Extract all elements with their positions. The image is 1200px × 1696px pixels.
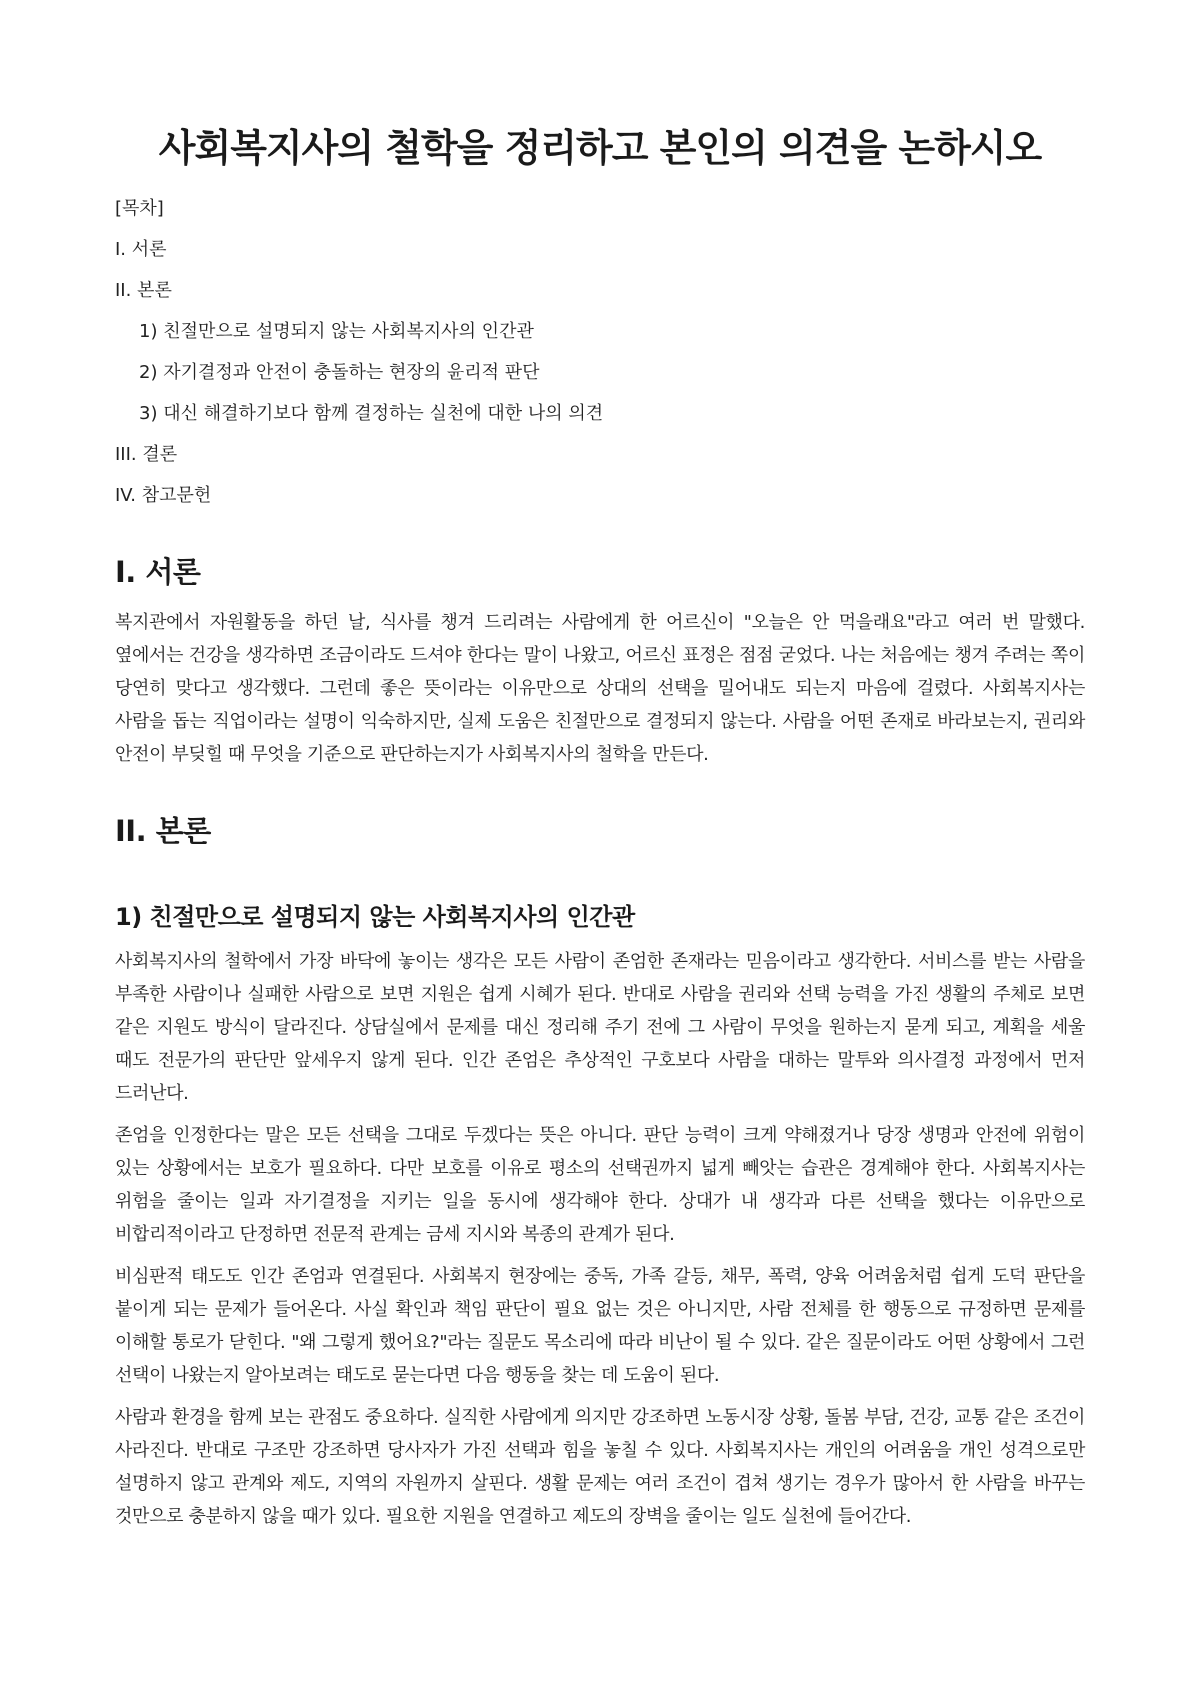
toc-item-body-1: 1) 친절만으로 설명되지 않는 사회복지사의 인간관 <box>139 321 534 342</box>
toc-heading: [목차] <box>115 198 164 219</box>
subsection-1-paragraph: 비심판적 태도도 인간 존엄과 연결된다. 사회복지 현장에는 중독, 가족 갈등, 채무, 폭력, 양육 어려움처럼 쉽게 도덕 판단을 붙이게 되는 문제가 들어온다. 사실 확인과 책임 판단이 필요 없는 것은 아니지만, 사람 전체를 한 행동으로 규정하면 문제를 이해할 통로가 닫힌다. "왜 그렇게 했어요?"라는 질문도 목소리에 따라 비난이 될 수 있다. 같은 질문이라도 어떤 상황에서 그런 선택이 나왔는지 알아보려는 태도로 묻는다면 다음 행동을 찾는 데 도움이 된다. <box>115 1266 1085 1386</box>
subsection-1-paragraph: 사람과 환경을 함께 보는 관점도 중요하다. 실직한 사람에게 의지만 강조하면 노동시장 상황, 돌봄 부담, 건강, 교통 같은 조건이 사라진다. 반대로 구조만 강조하면 당사자가 가진 선택과 힘을 놓칠 수 있다. 사회복지사는 개인의 어려움을 개인 성격으로만 설명하지 않고 관계와 제도, 지역의 자원까지 살핀다. 생활 문제는 여러 조건이 겹쳐 생기는 경우가 많아서 한 사람을 바꾸는 것만으로 충분하지 않을 때가 있다. 필요한 지원을 연결하고 제도의 장벽을 줄이는 일도 실천에 들어간다. <box>115 1407 1085 1527</box>
toc-item-body: II. 본론 <box>115 280 172 301</box>
toc-item-body-2: 2) 자기결정과 안전이 충돌하는 현장의 윤리적 판단 <box>139 362 540 383</box>
toc-item-intro: I. 서론 <box>115 239 167 260</box>
subsection-1-heading: 1) 친절만으로 설명되지 않는 사회복지사의 인간관 <box>115 903 635 931</box>
toc-item-conclusion: III. 결론 <box>115 444 178 465</box>
subsection-1-paragraph: 사회복지사의 철학에서 가장 바닥에 놓이는 생각은 모든 사람이 존엄한 존재라는 믿음이라고 생각한다. 서비스를 받는 사람을 부족한 사람이나 실패한 사람으로 보면 지원은 쉽게 시혜가 된다. 반대로 사람을 권리와 선택 능력을 가진 생활의 주체로 보면 같은 지원도 방식이 달라진다. 상담실에서 문제를 대신 정리해 주기 전에 그 사람이 무엇을 원하는지 묻게 되고, 계획을 세울 때도 전문가의 판단만 앞세우지 않게 된다. 인간 존엄은 추상적인 구호보다 사람을 대하는 말투와 의사결정 과정에서 먼저 드러난다. <box>115 951 1085 1104</box>
intro-paragraph: 복지관에서 자원활동을 하던 날, 식사를 챙겨 드리려는 사람에게 한 어르신이 "오늘은 안 먹을래요"라고 여러 번 말했다. 옆에서는 건강을 생각하면 조금이라도 드셔야 한다는 말이 나왔고, 어르신 표정은 점점 굳었다. 나는 처음에는 챙겨 주려는 쪽이 당연히 맞다고 생각했다. 그런데 좋은 뜻이라는 이유만으로 상대의 선택을 밀어내도 되는지 마음에 걸렸다. 사회복지사는 사람을 돕는 직업이라는 설명이 익숙하지만, 실제 도움은 친절만으로 결정되지 않는다. 사람을 어떤 존재로 바라보는지, 권리와 안전이 부딪힐 때 무엇을 기준으로 판단하는지가 사회복지사의 철학을 만든다. <box>115 612 1085 765</box>
subsection-1-paragraph: 존엄을 인정한다는 말은 모든 선택을 그대로 두겠다는 뜻은 아니다. 판단 능력이 크게 약해졌거나 당장 생명과 안전에 위험이 있는 상황에서는 보호가 필요하다. 다만 보호를 이유로 평소의 선택권까지 넓게 빼앗는 습관은 경계해야 한다. 사회복지사는 위험을 줄이는 일과 자기결정을 지키는 일을 동시에 생각해야 한다. 상대가 내 생각과 다른 선택을 했다는 이유만으로 비합리적이라고 단정하면 전문적 관계는 금세 지시와 복종의 관계가 된다. <box>115 1125 1085 1245</box>
document-title: 사회복지사의 철학을 정리하고 본인의 의견을 논하시오 <box>158 126 1042 170</box>
toc-item-references: IV. 참고문헌 <box>115 485 212 506</box>
body-heading: II. 본론 <box>115 814 211 848</box>
toc-item-body-3: 3) 대신 해결하기보다 함께 결정하는 실천에 대한 나의 의견 <box>139 403 604 424</box>
table-of-contents <box>115 188 1085 516</box>
intro-heading: I. 서론 <box>115 555 201 589</box>
